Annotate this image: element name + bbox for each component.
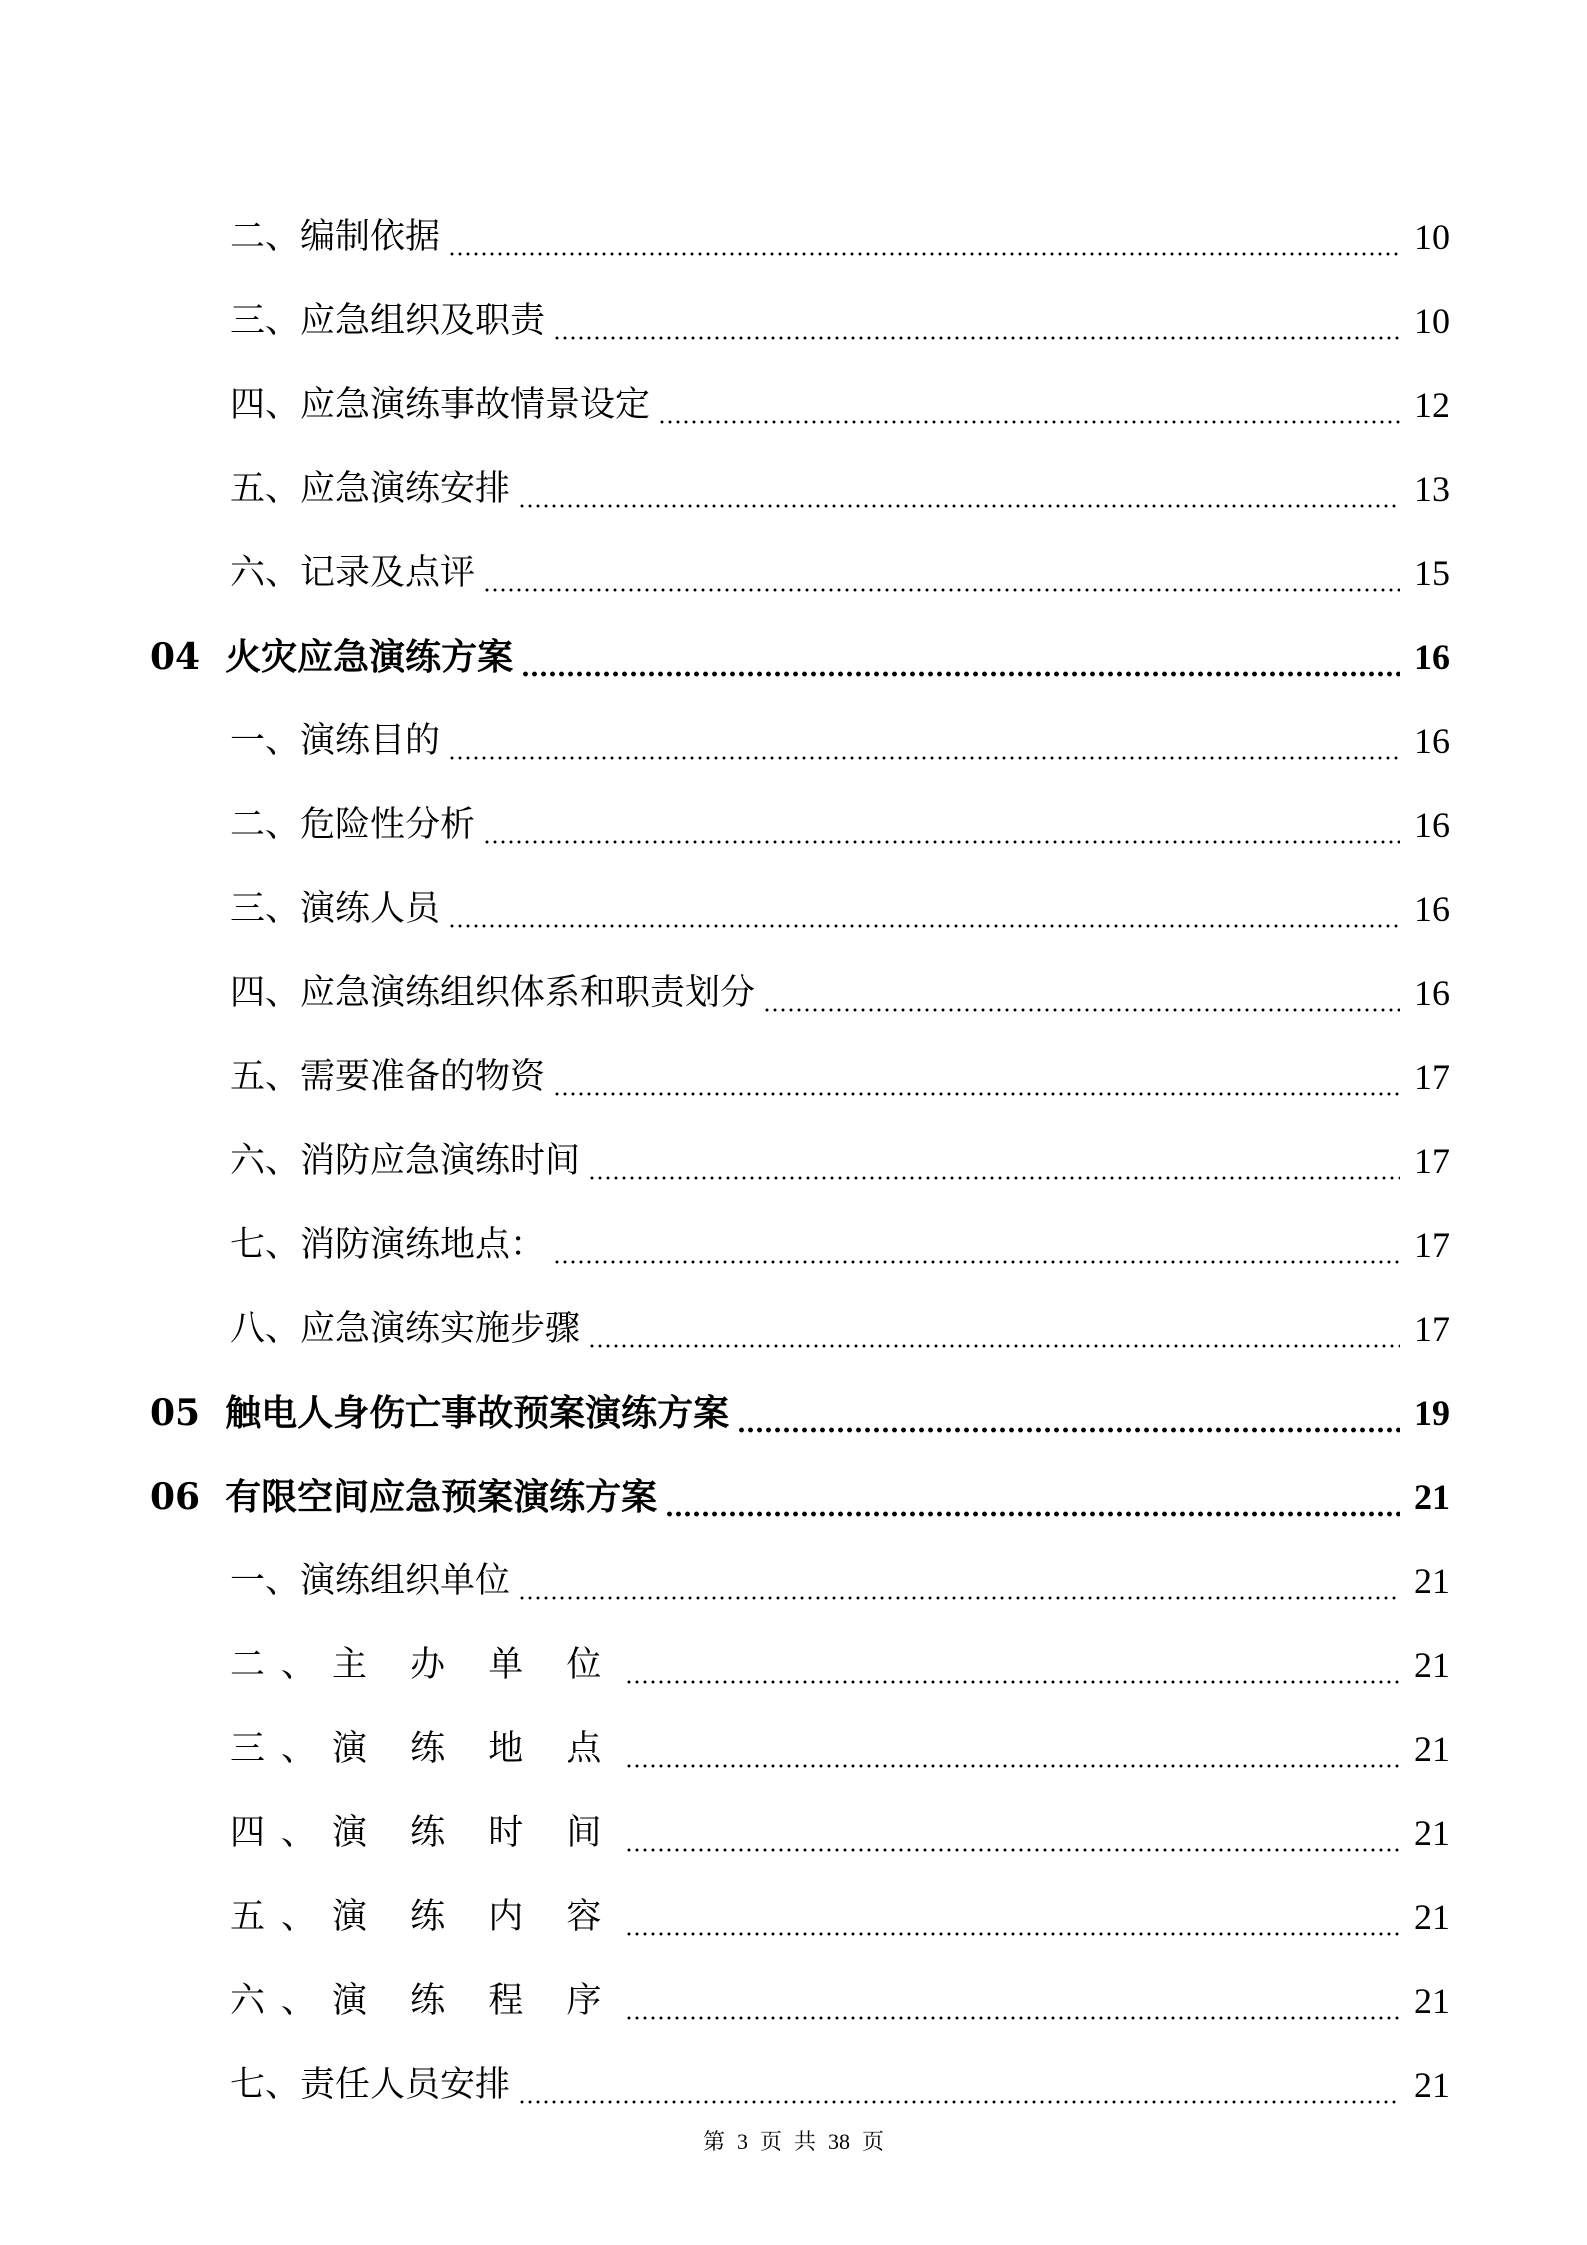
toc-dot-leader bbox=[448, 923, 1400, 929]
toc-page-number: 21 bbox=[1414, 1981, 1450, 2021]
toc-section-entry[interactable] bbox=[150, 2043, 1450, 2127]
toc-dot-leader bbox=[763, 1007, 1400, 1013]
page-footer bbox=[0, 2125, 1587, 2156]
toc-section-entry[interactable] bbox=[150, 1707, 1450, 1791]
toc-entry-title: 五、演 练 内 容 bbox=[230, 1896, 618, 1937]
toc-dot-leader bbox=[625, 2015, 1400, 2021]
toc-entry-title: 二、危险性分析 bbox=[230, 804, 476, 845]
toc-dot-leader bbox=[448, 251, 1400, 257]
toc-page-number: 17 bbox=[1414, 1225, 1450, 1265]
toc-page-number: 21 bbox=[1414, 1813, 1450, 1853]
toc-dot-leader bbox=[521, 671, 1400, 677]
footer-prefix: 第 bbox=[702, 2129, 725, 2154]
footer-total-pages: 38 bbox=[828, 2129, 851, 2154]
toc-chapter-entry[interactable] bbox=[150, 1455, 1450, 1539]
toc-entry-title: 六、演 练 程 序 bbox=[230, 1980, 618, 2021]
toc-dot-leader bbox=[737, 1427, 1400, 1433]
toc-entry-title: 七、责任人员安排 bbox=[230, 2064, 511, 2105]
toc-section-entry[interactable] bbox=[150, 1539, 1450, 1623]
toc-page-number: 21 bbox=[1414, 1729, 1450, 1769]
toc-entry-title: 六、记录及点评 bbox=[230, 552, 476, 593]
toc-page-number: 16 bbox=[1414, 805, 1450, 845]
toc-entry-title: 一、演练目的 bbox=[230, 720, 441, 761]
toc-page-number: 16 bbox=[1414, 889, 1450, 929]
toc-chapter-entry[interactable] bbox=[150, 615, 1450, 699]
toc-page-number: 21 bbox=[1414, 1561, 1450, 1601]
toc-entry-title: 06 有限空间应急预案演练方案 bbox=[150, 1476, 658, 1518]
toc-dot-leader bbox=[625, 1679, 1400, 1685]
toc-section-entry[interactable] bbox=[150, 1287, 1450, 1371]
toc-page-number: 21 bbox=[1414, 1645, 1450, 1685]
toc-section-entry[interactable] bbox=[150, 1035, 1450, 1119]
toc-entry-title: 五、应急演练安排 bbox=[230, 468, 511, 509]
footer-current-page: 3 bbox=[736, 2129, 748, 2154]
toc-entry-title: 四、应急演练事故情景设定 bbox=[230, 384, 651, 425]
toc-section-entry[interactable] bbox=[150, 951, 1450, 1035]
toc-dot-leader bbox=[665, 1511, 1400, 1517]
footer-suffix: 页 bbox=[862, 2129, 885, 2154]
toc-section-entry[interactable] bbox=[150, 363, 1450, 447]
toc-section-entry[interactable] bbox=[150, 783, 1450, 867]
toc-section-entry[interactable] bbox=[150, 867, 1450, 951]
toc-dot-leader bbox=[625, 1763, 1400, 1769]
toc-dot-leader bbox=[518, 503, 1400, 509]
toc-section-entry[interactable] bbox=[150, 279, 1450, 363]
toc-entry-title: 05 触电人身伤亡事故预案演练方案 bbox=[150, 1392, 730, 1434]
toc-section-entry[interactable] bbox=[150, 1791, 1450, 1875]
toc-page-number: 21 bbox=[1414, 1477, 1450, 1517]
toc-page-number: 21 bbox=[1414, 1897, 1450, 1937]
toc-dot-leader bbox=[483, 587, 1400, 593]
toc-dot-leader bbox=[553, 1259, 1400, 1265]
toc-dot-leader bbox=[553, 335, 1400, 341]
toc-page-number: 10 bbox=[1414, 301, 1450, 341]
toc-entry-title: 五、需要准备的物资 bbox=[230, 1056, 546, 1097]
toc-dot-leader bbox=[553, 1091, 1400, 1097]
toc-dot-leader bbox=[658, 419, 1400, 425]
toc-section-entry[interactable] bbox=[150, 1119, 1450, 1203]
toc-section-entry[interactable] bbox=[150, 1203, 1450, 1287]
table-of-contents bbox=[150, 195, 1450, 2127]
toc-section-entry[interactable] bbox=[150, 1623, 1450, 1707]
footer-total-prefix: 共 bbox=[794, 2129, 817, 2154]
toc-page-number: 16 bbox=[1414, 721, 1450, 761]
toc-page-number: 17 bbox=[1414, 1057, 1450, 1097]
footer-page-word: 页 bbox=[759, 2129, 782, 2154]
toc-dot-leader bbox=[588, 1343, 1400, 1349]
toc-section-entry[interactable] bbox=[150, 1959, 1450, 2043]
toc-entry-title: 三、演练人员 bbox=[230, 888, 441, 929]
toc-dot-leader bbox=[483, 839, 1400, 845]
toc-entry-title: 04 火灾应急演练方案 bbox=[150, 636, 514, 678]
toc-section-entry[interactable] bbox=[150, 699, 1450, 783]
toc-dot-leader bbox=[518, 2099, 1400, 2105]
toc-section-entry[interactable] bbox=[150, 447, 1450, 531]
toc-chapter-entry[interactable] bbox=[150, 1371, 1450, 1455]
toc-entry-title: 三、演 练 地 点 bbox=[230, 1728, 618, 1769]
toc-page-number: 21 bbox=[1414, 2065, 1450, 2105]
toc-dot-leader bbox=[625, 1931, 1400, 1937]
toc-dot-leader bbox=[518, 1595, 1400, 1601]
toc-page-number: 10 bbox=[1414, 217, 1450, 257]
toc-section-entry[interactable] bbox=[150, 1875, 1450, 1959]
toc-entry-title: 八、应急演练实施步骤 bbox=[230, 1308, 581, 1349]
toc-dot-leader bbox=[625, 1847, 1400, 1853]
toc-entry-title: 七、消防演练地点： bbox=[230, 1224, 546, 1265]
toc-dot-leader bbox=[588, 1175, 1400, 1181]
toc-page-number: 16 bbox=[1414, 973, 1450, 1013]
toc-entry-title: 二、主 办 单 位 bbox=[230, 1644, 618, 1685]
toc-entry-title: 四、演 练 时 间 bbox=[230, 1812, 618, 1853]
toc-entry-title: 二、编制依据 bbox=[230, 216, 441, 257]
toc-dot-leader bbox=[448, 755, 1400, 761]
toc-entry-title: 四、应急演练组织体系和职责划分 bbox=[230, 972, 756, 1013]
toc-section-entry[interactable] bbox=[150, 531, 1450, 615]
toc-page-number: 17 bbox=[1414, 1309, 1450, 1349]
toc-section-entry[interactable] bbox=[150, 195, 1450, 279]
toc-entry-title: 一、演练组织单位 bbox=[230, 1560, 511, 1601]
toc-entry-title: 三、应急组织及职责 bbox=[230, 300, 546, 341]
toc-page-number: 17 bbox=[1414, 1141, 1450, 1181]
toc-entry-title: 六、消防应急演练时间 bbox=[230, 1140, 581, 1181]
toc-page-number: 16 bbox=[1414, 637, 1450, 677]
toc-page-number: 19 bbox=[1414, 1393, 1450, 1433]
toc-page-number: 12 bbox=[1414, 385, 1450, 425]
toc-page-number: 15 bbox=[1414, 553, 1450, 593]
toc-page-number: 13 bbox=[1414, 469, 1450, 509]
